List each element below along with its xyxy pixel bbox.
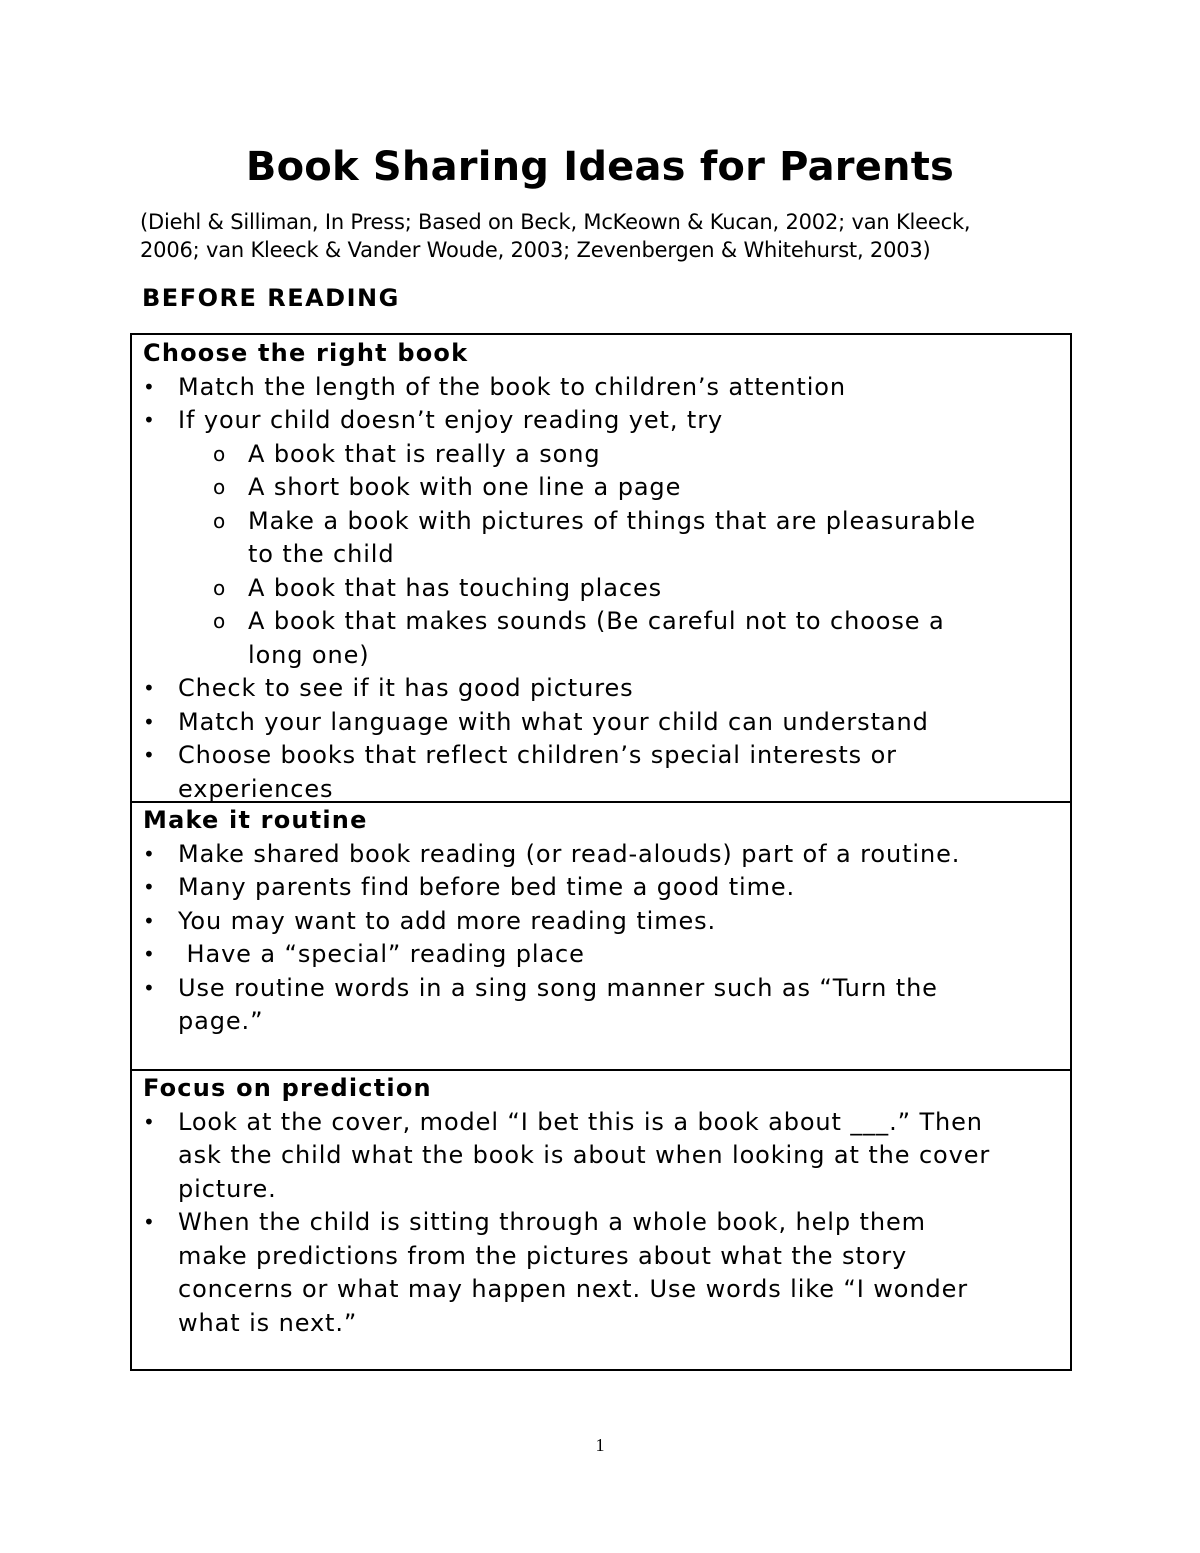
- list-item: [143, 838, 1070, 872]
- list-item: [143, 672, 1070, 706]
- line-text: • Many parents find before bed time a good time.: [178, 873, 796, 901]
- line-text: • You may want to add more reading times.: [178, 906, 717, 935]
- line-text: make predictions from the pictures about what the story: [178, 1241, 908, 1270]
- table-cell-choose-book: [132, 335, 1070, 801]
- list-item: [143, 972, 1070, 1039]
- page-number: 1: [595, 1435, 605, 1455]
- line-text: • Make shared book reading (or read-alouds) part of a routine.: [178, 839, 961, 868]
- table-cell-prediction: [132, 1069, 1070, 1369]
- bullet-list: [143, 371, 1070, 802]
- sub-list: [178, 438, 1070, 673]
- line-text: concerns or what may happen next. Use words like “I wonder: [178, 1275, 969, 1303]
- line-text: • When the child is sitting through a whole book, help them: [178, 1208, 926, 1236]
- line-text: • Use routine words in a sing song manner such as “Turn the: [178, 973, 938, 1002]
- line-text: • Match the length of the book to children’s attention: [178, 372, 846, 401]
- section-heading: BEFORE READING: [142, 284, 400, 312]
- line-text: page.”: [178, 1007, 264, 1035]
- line-text: • Check to see if it has good pictures: [178, 674, 634, 702]
- line-text: long one): [248, 640, 370, 669]
- bullet-list: [143, 1106, 1070, 1341]
- sub-list-item: [143, 471, 1070, 505]
- sub-list-item: [143, 438, 1070, 472]
- list-item: [143, 1206, 1070, 1340]
- sub-list-item: [143, 605, 1070, 672]
- line-text: • Look at the cover, model “I bet this is a book about ___.” Then: [178, 1107, 983, 1136]
- line-text: what is next.”: [178, 1308, 358, 1337]
- list-item: [143, 739, 1070, 801]
- line-text: o A book that makes sounds (Be careful not to choose a: [248, 607, 945, 635]
- line-text: • If your child doesn’t enjoy reading yet, try: [178, 406, 724, 434]
- line-text: • Match your language with what your child can understand: [178, 707, 929, 736]
- sub-list-item: [143, 505, 1070, 572]
- cell-title: Make it routine: [143, 806, 368, 834]
- list-item: [143, 706, 1070, 740]
- bullet-list: [143, 838, 1070, 1039]
- line-text: ask the child what the book is about when looking at the cover: [178, 1141, 991, 1169]
- cell-title: Choose the right book: [143, 339, 469, 367]
- sub-list-item: [143, 572, 1070, 606]
- citation-line: 2006; van Kleeck & Vander Woude, 2003; Zevenbergen & Whitehurst, 2003): [140, 238, 931, 262]
- list-item: [143, 871, 1070, 905]
- table-cell-routine: [132, 801, 1070, 1069]
- citation-line: (Diehl & Silliman, In Press; Based on Beck, McKeown & Kucan, 2002; van Kleeck,: [140, 210, 971, 234]
- document-title: Book Sharing Ideas for Parents: [245, 144, 955, 190]
- list-item: [143, 938, 1070, 972]
- cell-title: Focus on prediction: [143, 1074, 432, 1102]
- line-text: o A book that is really a song: [248, 439, 601, 468]
- line-text: o Make a book with pictures of things that are pleasurable: [248, 506, 976, 535]
- line-text: experiences: [178, 774, 334, 801]
- line-text: • Have a “special” reading place: [178, 940, 585, 968]
- line-text: o A book that has touching places: [248, 573, 663, 602]
- list-item: [143, 905, 1070, 939]
- tips-table: [130, 333, 1072, 1371]
- line-text: • Choose books that reflect children’s special interests or: [178, 741, 897, 769]
- list-item: [143, 371, 1070, 405]
- citation: [140, 208, 1060, 264]
- list-item: [143, 404, 1070, 672]
- line-text: o A short book with one line a page: [248, 473, 682, 501]
- line-text: picture.: [178, 1174, 277, 1203]
- line-text: to the child: [248, 540, 395, 568]
- list-item: [143, 1106, 1070, 1207]
